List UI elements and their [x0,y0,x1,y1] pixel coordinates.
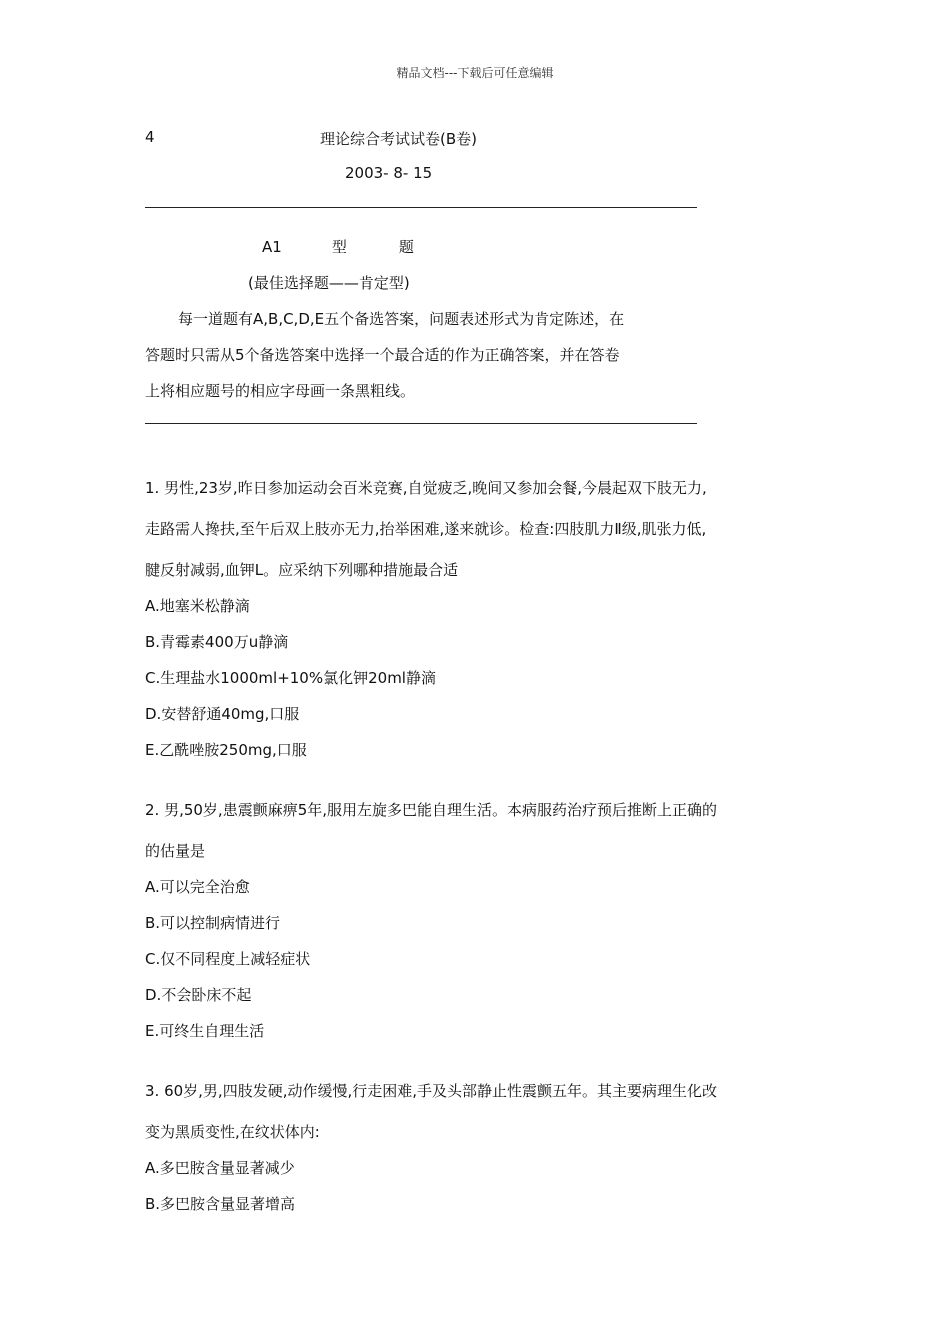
question-3-option-a: A.多巴胺含量显著减少 [145,1159,295,1177]
question-2-option-a: A.可以完全治愈 [145,878,250,896]
page-number: 4 [145,128,155,146]
section-subtitle: (最佳选择题——肯定型) [248,274,410,292]
exam-date: 2003- 8- 15 [345,164,433,182]
question-1-option-e: E.乙酰唑胺250mg,口服 [145,741,307,759]
question-2-option-d: D.不会卧床不起 [145,986,252,1004]
divider-bottom [145,423,697,424]
question-2-option-b: B.可以控制病情进行 [145,914,281,932]
question-3-line: 变为黑质变性,在纹状体内: [145,1123,320,1141]
section-char-2: 题 [398,238,414,256]
instruction-line: 答题时只需从5个备选答案中选择一个最合适的作为正确答案，并在答卷 [145,346,620,364]
exam-title: 理论综合考试试卷(B卷) [320,130,477,148]
divider-top [145,207,697,208]
page-header: 精品文档---下载后可任意编辑 [396,66,554,80]
instruction-line: 上将相应题号的相应字母画一条黑粗线。 [145,382,416,400]
question-1-option-a: A.地塞米松静滴 [145,597,250,615]
question-2-line: 的估量是 [145,842,206,860]
question-1-option-b: B.青霉素400万u静滴 [145,633,289,651]
instruction-line: 每一道题有A,B,C,D,E五个备选答案，问题表述形式为肯定陈述，在 [178,310,625,328]
question-1-option-c: C.生理盐水1000ml+10%氯化钾20ml静滴 [145,669,436,687]
section-code: A1 [262,238,282,256]
question-1-line: 腱反射减弱,血钾L。应采纳下列哪种措施最合适 [145,561,459,579]
question-3-line: 3. 60岁,男,四肢发硬,动作缓慢,行走困难,手及头部静止性震颤五年。其主要病理生化改 [145,1082,718,1100]
question-1-line: 走路需人搀扶,至午后双上肢亦无力,抬举困难,遂来就诊。检查:四肢肌力Ⅱ级,肌张力低, [145,520,707,538]
section-char-1: 型 [331,238,347,256]
question-2-option-e: E.可终生自理生活 [145,1022,265,1040]
question-2-line: 2. 男,50岁,患震颤麻痹5年,服用左旋多巴能自理生活。本病服药治疗预后推断上正确的 [145,801,718,819]
question-1-option-d: D.安替舒通40mg,口服 [145,705,300,723]
section-heading [262,236,414,257]
question-2-option-c: C.仅不同程度上减轻症状 [145,950,311,968]
question-3-option-b: B.多巴胺含量显著增高 [145,1195,296,1213]
question-1-line: 1. 男性,23岁,昨日参加运动会百米竞赛,自觉疲乏,晚间又参加会餐,今晨起双下肢无力, [145,479,707,497]
